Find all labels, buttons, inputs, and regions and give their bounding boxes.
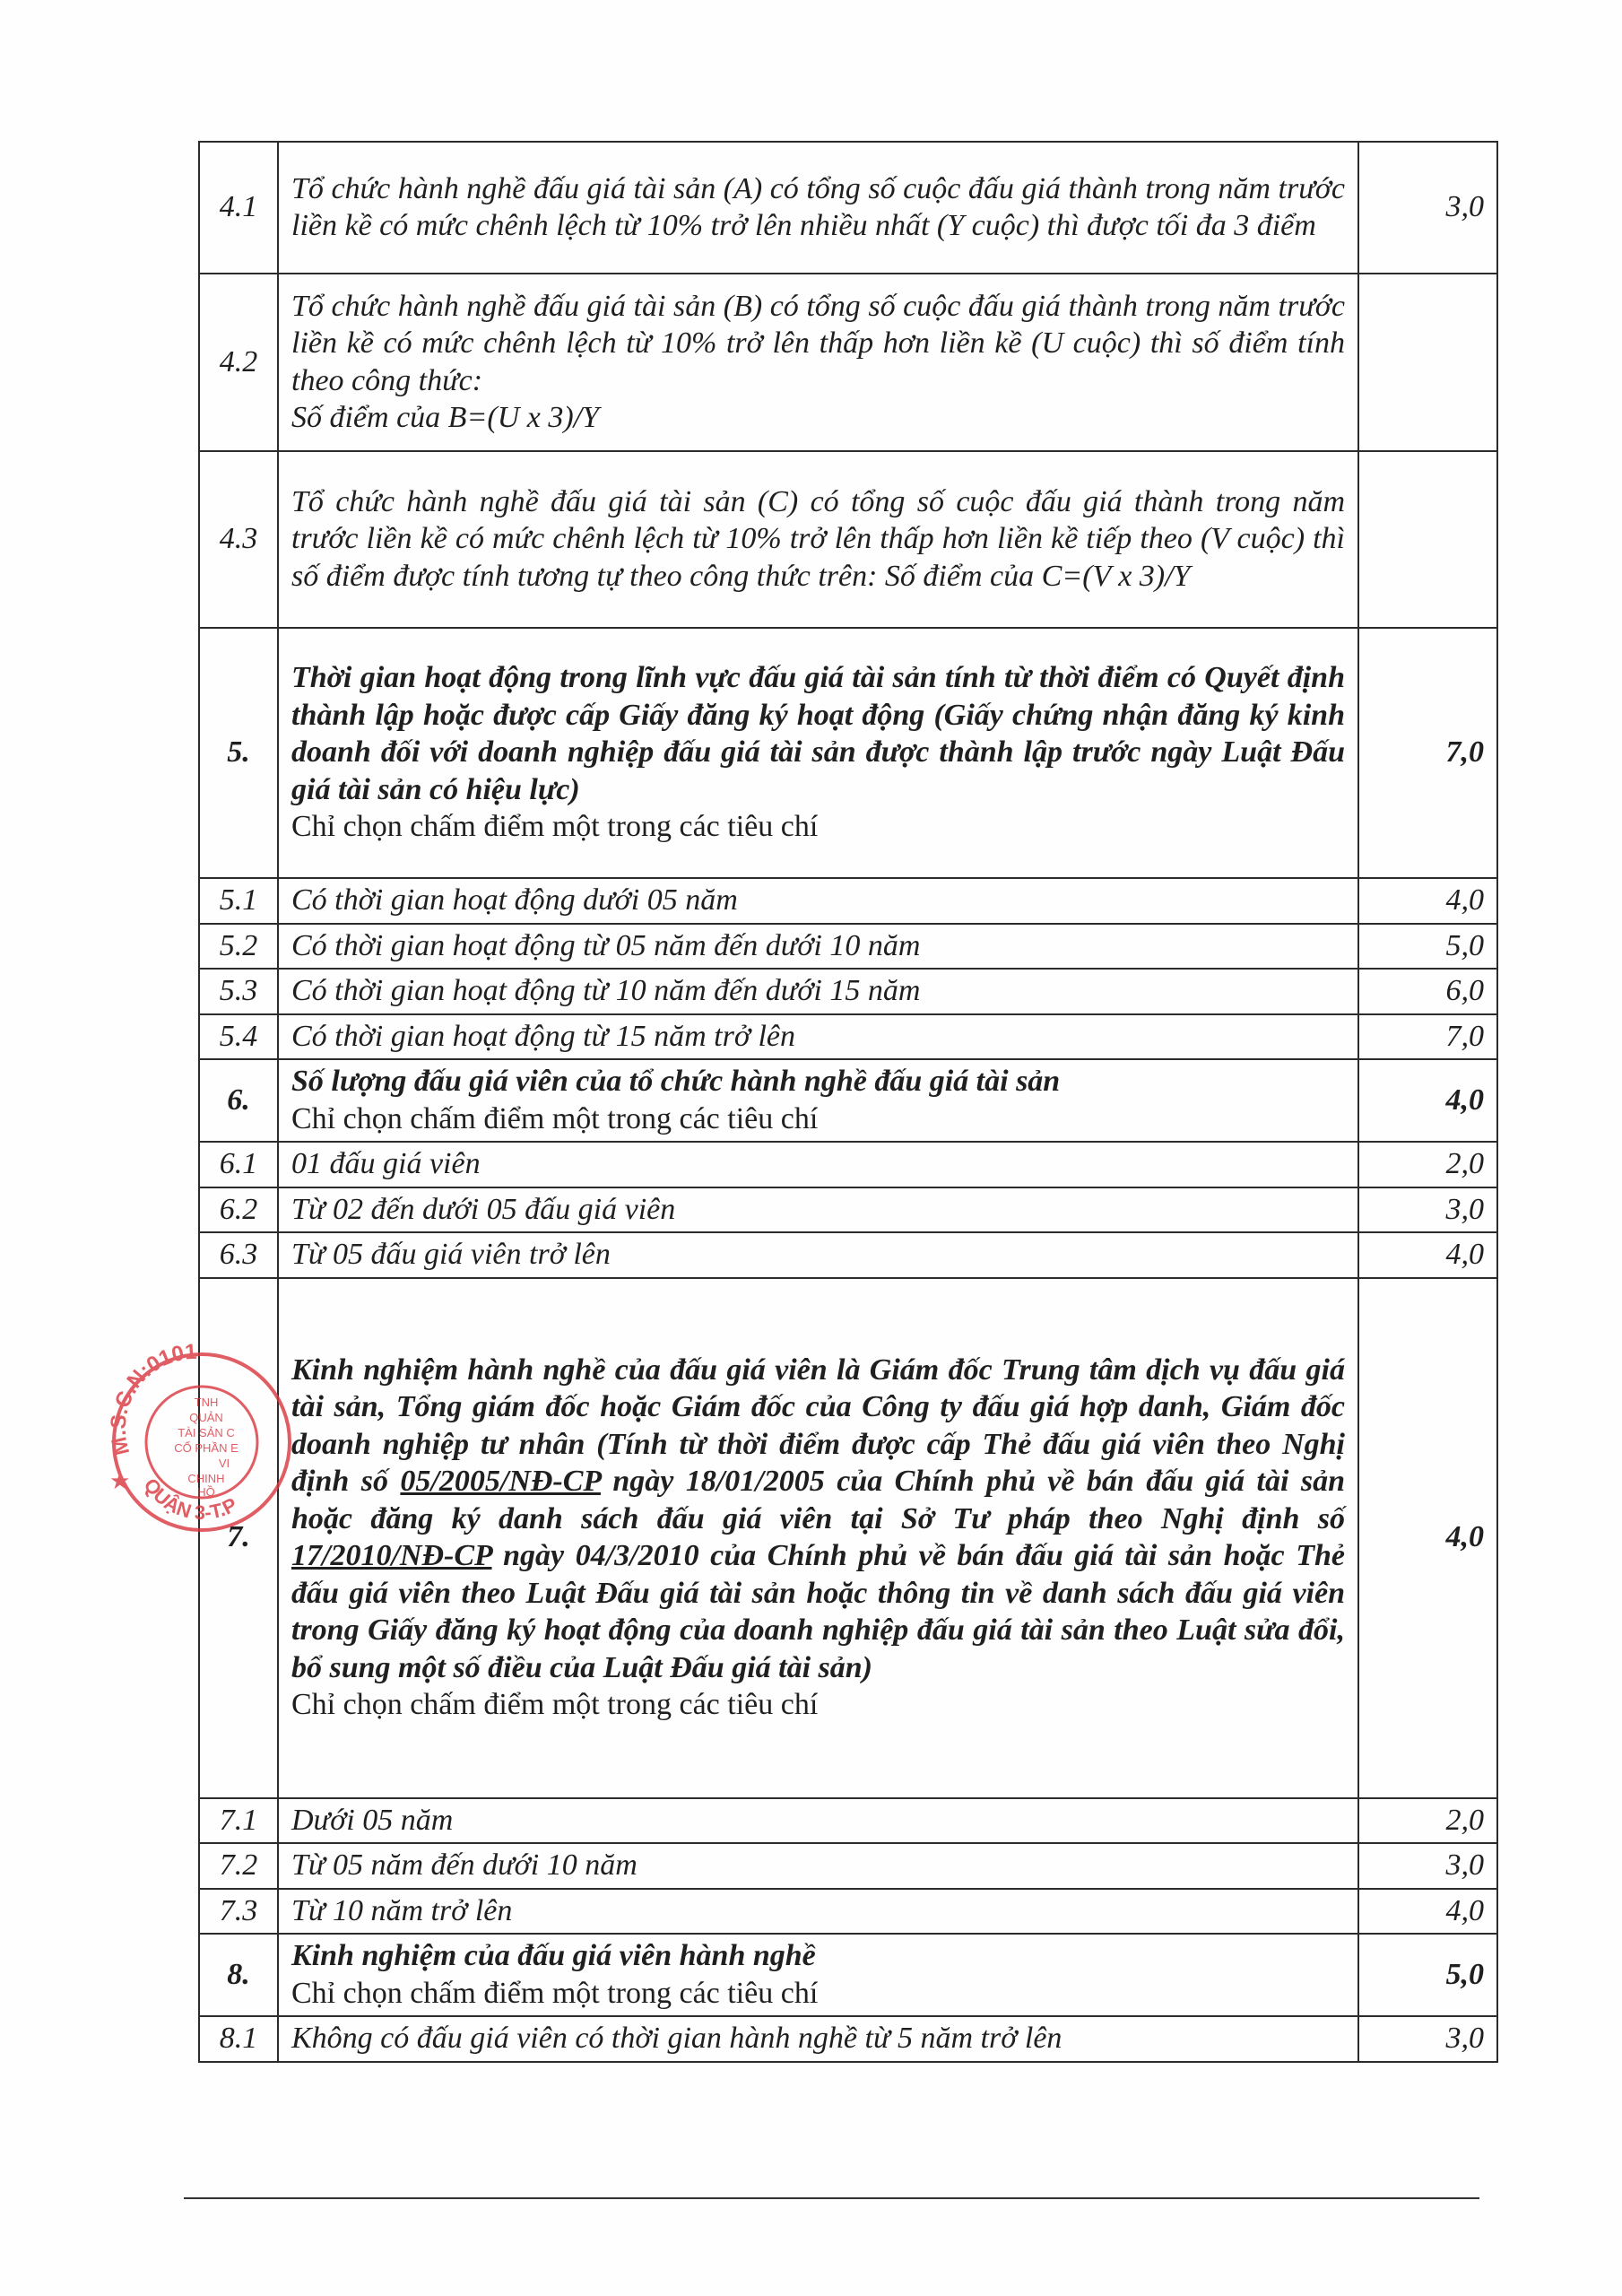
row-description xyxy=(278,878,1358,924)
row-score xyxy=(1358,451,1497,628)
row-number: 6.3 xyxy=(199,1232,278,1278)
row-score: 4,0 xyxy=(1358,1232,1497,1278)
description-text: Tổ chức hành nghề đấu giá tài sản (B) có tổng số cuộc đấu giá thành trong năm trước liền kề có mức chênh lệch từ 10% trở lên thấp hơn liền kề (U cuộc) thì số điểm tính theo công thức: xyxy=(291,289,1345,397)
row-score: 3,0 xyxy=(1358,142,1497,274)
table-row xyxy=(199,142,1497,274)
description-text: 01 đấu giá viên xyxy=(291,1147,481,1180)
table-row xyxy=(199,1014,1497,1060)
table-row xyxy=(199,274,1497,451)
row-description xyxy=(278,2016,1358,2062)
row-description xyxy=(278,451,1358,628)
table-row xyxy=(199,1142,1497,1187)
section-number: 5. xyxy=(199,628,278,878)
section-description xyxy=(278,1934,1358,2016)
section-score: 5,0 xyxy=(1358,1934,1497,2016)
row-score: 5,0 xyxy=(1358,924,1497,970)
description-text: Tổ chức hành nghề đấu giá tài sản (A) có tổng số cuộc đấu giá thành trong năm trước liền kề có mức chênh lệch từ 10% trở lên nhiều nhất (Y cuộc) thì được tối đa 3 điểm xyxy=(291,171,1345,242)
row-score: 2,0 xyxy=(1358,1798,1497,1844)
table-row xyxy=(199,1843,1497,1889)
description-text: Từ 05 đấu giá viên trở lên xyxy=(291,1238,611,1271)
description-text: Dưới 05 năm xyxy=(291,1803,454,1837)
section-number: 8. xyxy=(199,1934,278,2016)
table-row xyxy=(199,1798,1497,1844)
row-number: 8.1 xyxy=(199,2016,278,2062)
company-seal-stamp xyxy=(90,1336,296,1543)
row-number: 5.2 xyxy=(199,924,278,970)
row-score: 4,0 xyxy=(1358,878,1497,924)
section-number: 6. xyxy=(199,1059,278,1142)
description-text: Không có đấu giá viên có thời gian hành nghề từ 5 năm trở lên xyxy=(291,2022,1063,2055)
section-heading xyxy=(291,1352,1345,1687)
row-score: 3,0 xyxy=(1358,1843,1497,1889)
section-row xyxy=(199,1278,1497,1798)
description-text: Từ 02 đến dưới 05 đấu giá viên xyxy=(291,1192,676,1226)
selection-note: Chỉ chọn chấm điểm một trong các tiêu chí xyxy=(291,810,819,844)
row-score: 4,0 xyxy=(1358,1889,1497,1935)
description-text: Có thời gian hoạt động từ 05 năm đến dưới 10 năm xyxy=(291,928,921,962)
section-row xyxy=(199,628,1497,878)
row-description xyxy=(278,274,1358,451)
row-number: 4.2 xyxy=(199,274,278,451)
section-heading: Số lượng đấu giá viên của tổ chức hành nghề đấu giá tài sản xyxy=(291,1065,1061,1098)
seal-inner-line: HỒ xyxy=(197,1485,215,1499)
formula-text: Số điểm của B=(U x 3)/Y xyxy=(291,401,600,434)
row-description xyxy=(278,924,1358,970)
row-description xyxy=(278,1798,1358,1844)
row-score: 2,0 xyxy=(1358,1142,1497,1187)
decree-reference: 17/2010/NĐ-CP xyxy=(291,1539,492,1572)
table-row xyxy=(199,878,1497,924)
row-number: 5.1 xyxy=(199,878,278,924)
table-row xyxy=(199,1232,1497,1278)
seal-outer-text: M.S.C.N:0101 xyxy=(106,1339,198,1458)
row-number: 5.4 xyxy=(199,1014,278,1060)
decree-reference: 05/2005/NĐ-CP xyxy=(400,1465,601,1498)
row-description xyxy=(278,1142,1358,1187)
seal-inner-line: CỔ PHẦN E xyxy=(174,1441,239,1455)
section-description xyxy=(278,1278,1358,1798)
row-description xyxy=(278,1014,1358,1060)
row-number: 4.3 xyxy=(199,451,278,628)
table-row xyxy=(199,1889,1497,1935)
seal-inner-line: CHINH xyxy=(187,1472,225,1485)
table-row xyxy=(199,1187,1497,1233)
description-text: Có thời gian hoạt động từ 15 năm trở lên xyxy=(291,1019,796,1053)
row-number: 7.3 xyxy=(199,1889,278,1935)
seal-inner-line: TÀI SẢN C xyxy=(178,1426,235,1439)
table-row xyxy=(199,924,1497,970)
star-icon: ★ xyxy=(109,1467,131,1494)
seal-inner-line: TNH xyxy=(194,1396,219,1409)
row-score: 3,0 xyxy=(1358,2016,1497,2062)
table-row xyxy=(199,969,1497,1014)
section-heading: Kinh nghiệm của đấu giá viên hành nghề xyxy=(291,1939,816,1972)
row-score: 6,0 xyxy=(1358,969,1497,1014)
description-text: Từ 05 năm đến dưới 10 năm xyxy=(291,1848,638,1882)
heading-part-c: ngày 04/3/2010 của Chính phủ về bán đấu giá tài sản hoặc Thẻ đấu giá viên theo Luật Đấu giá tài sản hoặc thông tin về danh sách đấu giá viên trong Giấy đăng ký hoạt động của doanh nghiệp đấu giá tài sản theo Luật sửa đổi, bổ sung một số điều của Luật Đấu giá tài sản) xyxy=(291,1539,1345,1684)
selection-note: Chỉ chọn chấm điểm một trong các tiêu chí xyxy=(291,1976,819,2010)
description-text: Có thời gian hoạt động dưới 05 năm xyxy=(291,883,738,917)
section-heading: Thời gian hoạt động trong lĩnh vực đấu giá tài sản tính từ thời điểm có Quyết định thành lập hoặc được cấp Giấy đăng ký hoạt động (Giấy chứng nhận đăng ký kinh doanh đối với doanh nghiệp đấu giá tài sản được thành lập trước ngày Luật Đấu giá tài sản có hiệu lực) xyxy=(291,661,1345,806)
description-text: Tổ chức hành nghề đấu giá tài sản (C) có tổng số cuộc đấu giá thành trong năm trước liền kề có mức chênh lệch từ 10% trở lên thấp hơn liền kề tiếp theo (V cuộc) thì số điểm được tính tương tự theo công thức trên: Số điểm của C=(V x 3)/Y xyxy=(291,484,1345,593)
criteria-table xyxy=(198,141,1498,2063)
heading-part-b: ngày 18/01/2005 của Chính phủ về bán đấu giá tài sản hoặc đăng ký danh sách đấu giá viên tại Sở Tư pháp theo Nghị định số xyxy=(291,1465,1346,1535)
row-number: 7.1 xyxy=(199,1798,278,1844)
seal-district-text: QUẬN 3-T.P xyxy=(139,1474,241,1525)
row-description xyxy=(278,1843,1358,1889)
selection-note: Chỉ chọn chấm điểm một trong các tiêu chí xyxy=(291,1688,819,1721)
section-score: 4,0 xyxy=(1358,1278,1497,1798)
seal-inner-line: VI xyxy=(218,1457,230,1470)
section-row xyxy=(199,1059,1497,1142)
row-score xyxy=(1358,274,1497,451)
section-number: 7. xyxy=(199,1278,278,1798)
section-score: 7,0 xyxy=(1358,628,1497,878)
section-row xyxy=(199,1934,1497,2016)
description-text: Từ 10 năm trở lên xyxy=(291,1893,513,1927)
row-number: 7.2 xyxy=(199,1843,278,1889)
section-description xyxy=(278,628,1358,878)
row-number: 6.1 xyxy=(199,1142,278,1187)
row-description xyxy=(278,142,1358,274)
section-description xyxy=(278,1059,1358,1142)
selection-note: Chỉ chọn chấm điểm một trong các tiêu chí xyxy=(291,1101,819,1135)
section-score: 4,0 xyxy=(1358,1059,1497,1142)
row-number: 4.1 xyxy=(199,142,278,274)
row-description xyxy=(278,1232,1358,1278)
table-row xyxy=(199,2016,1497,2062)
seal-inner-line: QUẢN xyxy=(189,1411,223,1424)
row-description xyxy=(278,969,1358,1014)
row-description xyxy=(278,1187,1358,1233)
row-number: 6.2 xyxy=(199,1187,278,1233)
row-number: 5.3 xyxy=(199,969,278,1014)
row-score: 7,0 xyxy=(1358,1014,1497,1060)
footer-divider xyxy=(184,2197,1479,2199)
table-row xyxy=(199,451,1497,628)
heading-part-a: Kinh nghiệm hành nghề của đấu giá viên là Giám đốc Trung tâm dịch vụ đấu giá tài sản, Tổng giám đốc hoặc Giám đốc của Công ty đấu giá hợp danh, Giám đốc doanh nghiệp tư nhân (Tính từ thời điểm được cấp Thẻ đấu giá viên theo Nghị định số xyxy=(291,1352,1345,1498)
row-score: 3,0 xyxy=(1358,1187,1497,1233)
row-description xyxy=(278,1889,1358,1935)
description-text: Có thời gian hoạt động từ 10 năm đến dưới 15 năm xyxy=(291,974,921,1007)
